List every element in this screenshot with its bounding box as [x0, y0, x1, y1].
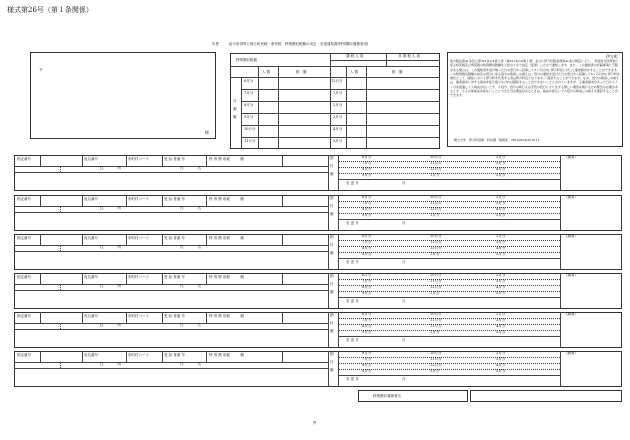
side-label: 納	[330, 352, 334, 356]
side-label: 付	[330, 243, 334, 247]
month-cell: 2月分	[496, 234, 506, 238]
month-cell: 10月分	[430, 273, 442, 277]
month-cell: 3月分	[496, 201, 506, 205]
designation-no: 指定番号	[17, 314, 31, 318]
month-cell: 1月分	[430, 330, 440, 334]
address-label: 住 所	[100, 284, 121, 288]
month-cell: 11月分	[430, 357, 442, 361]
change-date-label: 変 更 月	[346, 338, 359, 342]
month-cell: 11月分	[430, 279, 442, 283]
month-cell: 12月分	[430, 207, 442, 211]
month-cell: 4月分	[496, 285, 506, 289]
remarks-label: （摘要）	[564, 195, 578, 199]
city-code-label: 市町村コード	[128, 353, 149, 357]
month-cell: 9月分	[362, 330, 372, 334]
number-label: 宛名番号	[84, 314, 98, 318]
month-left: 7月分	[244, 91, 254, 95]
month-cell: 2月分	[496, 195, 506, 199]
month-cell: 1月分	[430, 369, 440, 373]
month-cell: 6月分	[362, 155, 372, 159]
address-label: 住 所	[100, 362, 121, 366]
month-cell: 9月分	[362, 369, 372, 373]
recipient-no-label: 受 給 者番 号	[164, 197, 185, 201]
recipient-no-label: 受 給 者番 号	[164, 275, 185, 279]
tax-amount-label: 特 別 徴 収税 額	[209, 314, 244, 318]
remarks-label: （摘要）	[564, 155, 578, 159]
tax-amount-label: 特 別 徴 収税 額	[209, 236, 244, 240]
number-label: 宛名番号	[84, 236, 98, 240]
month-left: 9月分	[244, 115, 254, 119]
city-code-label: 市町村コード	[128, 236, 149, 240]
page-mark: 頁	[313, 421, 317, 425]
tax-amount-label: 特 別 徴 収税 額	[209, 197, 244, 201]
recipient-no-label: 受 給 者番 号	[164, 353, 185, 357]
month-unit: 月	[402, 181, 406, 185]
side-label: 納	[330, 196, 334, 200]
side-label: 付	[330, 321, 334, 325]
tax-amount-label: 特別徴収税額	[236, 58, 257, 62]
notice-title: 給与所得等に係る町民税・県民税 特別徴収税額の決定・変更通知書(特別徴収義務者用)	[229, 42, 369, 46]
month-cell: 5月分	[496, 173, 506, 177]
side-label: 額	[330, 212, 334, 216]
month-cell: 3月分	[496, 240, 506, 244]
month-cell: 5月分	[496, 252, 506, 256]
form-number: 様式第26号（第１条関係）	[7, 6, 93, 14]
month-cell: 6月分	[362, 234, 372, 238]
month-cell: 11月分	[430, 161, 442, 165]
month-right: 4月分	[333, 127, 343, 131]
month-left: 11月分	[244, 139, 256, 143]
resident-count-label: 課 税 人 員	[346, 54, 364, 58]
recipient-no-label: 受 給 者番 号	[164, 236, 185, 240]
change-date-label: 変 更 月	[346, 260, 359, 264]
side-label: 額	[330, 329, 334, 333]
month-cell: 1月分	[430, 173, 440, 177]
side-label: 額	[330, 251, 334, 255]
remarks-label: （摘要）	[564, 312, 578, 316]
month-cell: 12月分	[430, 246, 442, 250]
side-label-3: 額	[233, 115, 237, 119]
month-cell: 9月分	[362, 252, 372, 256]
address-label: 住 所	[100, 323, 121, 327]
address-label: 住 所	[100, 206, 121, 210]
addressee-box	[30, 52, 216, 139]
honorific: 様	[205, 130, 209, 135]
designation-no: 指定番号	[17, 157, 31, 161]
month-cell: 10月分	[430, 351, 442, 355]
legal-notes: 地方税法第41条及び第321条の4第１項（第321条の6第１項）並びに伊万町税条例第41条の規定により、 年度給与所得等に係る町民税及び県民税の特別徴収税額を上記のとおり決定（変更）したので通知します。また、この通知書の記載事項に不服がある場合は、この通知書を受け取った日の翌日から起算して3ヶ月以内に伊万町長に対して審査請求をすることができます。この特別徴収税額の決定の処分に係る処分の取消しの訴えは、処分の通知を受けた日の翌日から起算して6ヶ月以内に伊万町を被告として（訴訟において伊万町を代表する者は伊万町長となります。）提起することができます。なお、処分の取消しの訴えは、審査請求に対する裁決を経た後でなければ提起することができないこととされていますが、①審査請求があった日から３ヶ月を経過しても裁決がないとき、②処分、処分の執行又は手続の続行により生ずる著しい損害を避けるため緊急の必要があるとき、③その他裁決を経ないことにつき正当な理由があるときは、裁決を経ないでも処分の取消しの訴えを提起することができます。	[450, 59, 620, 98]
month-right: 3月分	[333, 115, 343, 119]
month-cell: 8月分	[362, 285, 372, 289]
name-label: 氏 名	[180, 323, 201, 327]
month-cell: 4月分	[496, 207, 506, 211]
month-right: 12月分	[331, 79, 343, 83]
month-left: 10月分	[244, 127, 256, 131]
remarks-label: （摘要）	[564, 234, 578, 238]
month-cell: 4月分	[496, 246, 506, 250]
issuer-name: 伊万町	[606, 54, 618, 59]
obligor-label: 特別徴収義務者名	[373, 394, 401, 398]
change-date-label: 変 更 月	[346, 221, 359, 225]
month-cell: 8月分	[362, 324, 372, 328]
month-cell: 7月分	[362, 357, 372, 361]
month-cell: 1月分	[430, 291, 440, 295]
nontax-count-label: 非 課 税 人 員	[398, 54, 420, 58]
month-cell: 10月分	[430, 312, 442, 316]
tax-amount-label: 特 別 徴 収税 額	[209, 157, 244, 161]
remarks-label: （摘要）	[564, 273, 578, 277]
month-cell: 7月分	[362, 279, 372, 283]
city-code-label: 市町村コード	[128, 275, 149, 279]
month-cell: 5月分	[496, 213, 506, 217]
month-cell: 12月分	[430, 363, 442, 367]
recipient-no-label: 受 給 者番 号	[164, 314, 185, 318]
month-cell: 4月分	[496, 363, 506, 367]
city-code-label: 市町村コード	[128, 314, 149, 318]
month-cell: 3月分	[496, 318, 506, 322]
name-label: 氏 名	[180, 166, 201, 170]
month-right: 2月分	[333, 103, 343, 107]
number-label: 宛名番号	[84, 197, 98, 201]
remarks-label: （摘要）	[564, 351, 578, 355]
month-cell: 8月分	[362, 246, 372, 250]
month-cell: 2月分	[496, 155, 506, 159]
month-cell: 6月分	[362, 273, 372, 277]
ninzu-label-right: 人 数	[350, 70, 359, 74]
month-cell: 9月分	[362, 213, 372, 217]
month-cell: 8月分	[362, 167, 372, 171]
side-label: 付	[330, 360, 334, 364]
address-label: 住 所	[100, 166, 121, 170]
month-cell: 11月分	[430, 240, 442, 244]
zeigaku-label-left: 税 額	[296, 70, 307, 74]
month-cell: 11月分	[430, 318, 442, 322]
number-label: 宛名番号	[84, 353, 98, 357]
month-cell: 5月分	[496, 291, 506, 295]
postal-mark: 〒	[39, 67, 43, 72]
month-cell: 10月分	[430, 234, 442, 238]
change-date-label: 変 更 月	[346, 181, 359, 185]
month-cell: 7月分	[362, 240, 372, 244]
side-label: 納	[330, 313, 334, 317]
month-cell: 2月分	[496, 273, 506, 277]
month-cell: 8月分	[362, 207, 372, 211]
month-cell: 4月分	[496, 167, 506, 171]
name-label: 氏 名	[180, 245, 201, 249]
side-label: 付	[330, 164, 334, 168]
side-label-2: 割	[233, 107, 237, 111]
address-label: 住 所	[100, 245, 121, 249]
side-label: 納	[330, 156, 334, 160]
contact-info: 問合せ先 伊万町役場 町民課 税務係 TEL(0954)36-0111	[454, 138, 540, 142]
month-cell: 11月分	[430, 201, 442, 205]
month-cell: 9月分	[362, 173, 372, 177]
city-code-label: 市町村コード	[128, 197, 149, 201]
month-cell: 12月分	[430, 285, 442, 289]
month-cell: 7月分	[362, 318, 372, 322]
designation-no: 指定番号	[17, 197, 31, 201]
side-label: 額	[330, 368, 334, 372]
tax-amount-label: 特 別 徴 収税 額	[209, 275, 244, 279]
ninzu-label-left: 人 数	[262, 70, 271, 74]
month-cell: 5月分	[496, 369, 506, 373]
month-unit: 月	[402, 377, 406, 381]
change-date-label: 変 更 月	[346, 377, 359, 381]
side-label: 付	[330, 282, 334, 286]
side-label: 額	[330, 290, 334, 294]
month-cell: 4月分	[496, 324, 506, 328]
change-date-label: 変 更 月	[346, 299, 359, 303]
month-right: 5月分	[333, 139, 343, 143]
obligor-box	[358, 390, 468, 402]
month-unit: 月	[402, 338, 406, 342]
number-label: 宛名番号	[84, 275, 98, 279]
side-label: 付	[330, 204, 334, 208]
name-label: 氏 名	[180, 206, 201, 210]
month-cell: 10月分	[430, 195, 442, 199]
obligor-name-field	[470, 390, 622, 402]
month-cell: 3月分	[496, 357, 506, 361]
month-cell: 3月分	[496, 279, 506, 283]
month-cell: 1月分	[430, 252, 440, 256]
name-label: 氏 名	[180, 362, 201, 366]
side-label-1: 月	[233, 99, 237, 103]
month-cell: 10月分	[430, 155, 442, 159]
month-cell: 6月分	[362, 195, 372, 199]
side-label: 納	[330, 274, 334, 278]
month-cell: 12月分	[430, 324, 442, 328]
month-unit: 月	[402, 260, 406, 264]
month-cell: 5月分	[496, 330, 506, 334]
name-label: 氏 名	[180, 284, 201, 288]
month-cell: 1月分	[430, 213, 440, 217]
month-cell: 2月分	[496, 312, 506, 316]
number-label: 宛名番号	[84, 157, 98, 161]
month-left: 8月分	[244, 103, 254, 107]
month-cell: 3月分	[496, 161, 506, 165]
month-cell: 7月分	[362, 201, 372, 205]
month-unit: 月	[402, 221, 406, 225]
month-cell: 12月分	[430, 167, 442, 171]
fiscal-year: 年度	[212, 42, 219, 46]
month-unit: 月	[402, 299, 406, 303]
city-code-label: 市町村コード	[128, 157, 149, 161]
zeigaku-label-right: 税 額	[392, 70, 403, 74]
month-cell: 7月分	[362, 161, 372, 165]
recipient-no-label: 受 給 者番 号	[164, 157, 185, 161]
designation-no: 指定番号	[17, 236, 31, 240]
designation-no: 指定番号	[17, 275, 31, 279]
month-left: 6月分	[244, 79, 254, 83]
month-cell: 6月分	[362, 351, 372, 355]
side-label: 額	[330, 172, 334, 176]
month-cell: 6月分	[362, 312, 372, 316]
tax-amount-label: 特 別 徴 収税 額	[209, 353, 244, 357]
month-right: 1月分	[333, 91, 343, 95]
month-cell: 9月分	[362, 291, 372, 295]
side-label: 納	[330, 235, 334, 239]
month-cell: 8月分	[362, 363, 372, 367]
designation-no: 指定番号	[17, 353, 31, 357]
month-cell: 2月分	[496, 351, 506, 355]
